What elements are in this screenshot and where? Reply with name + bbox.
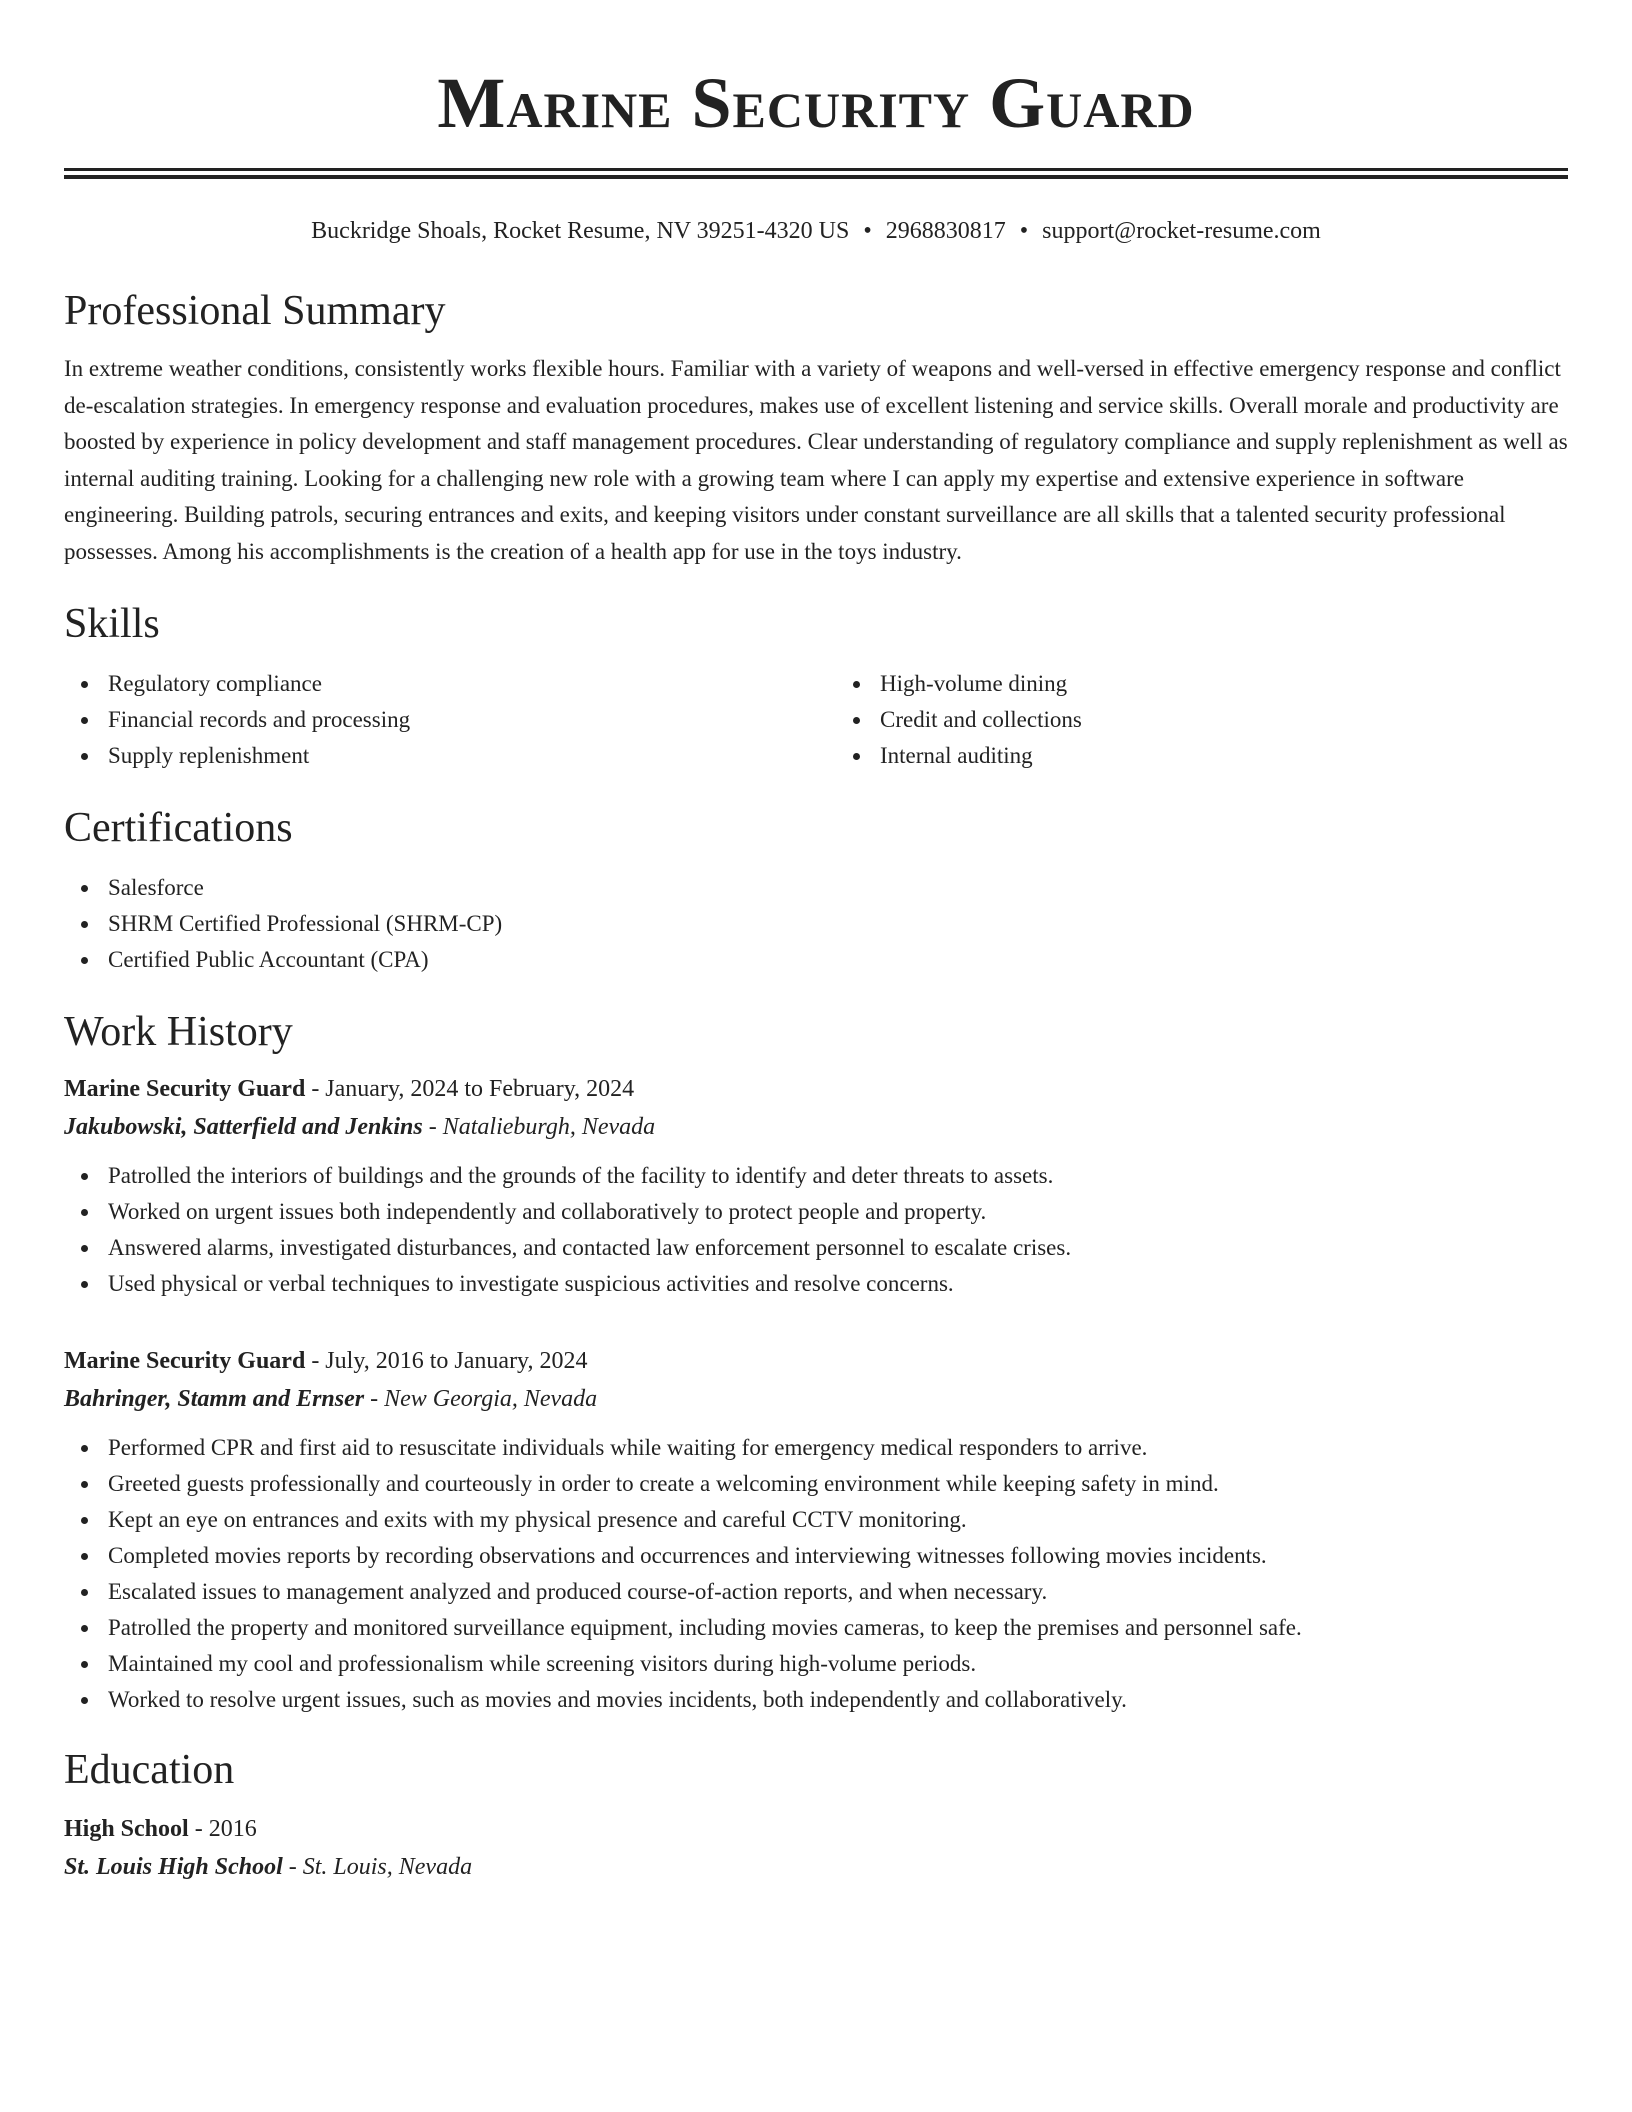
header-divider <box>64 168 1568 179</box>
skill-item: Internal auditing <box>836 738 1568 774</box>
skills-list-left <box>64 666 796 774</box>
education-entry <box>64 1810 1568 1886</box>
skill-item: Regulatory compliance <box>64 666 796 702</box>
contact-email: support@rocket-resume.com <box>1042 218 1321 244</box>
education-year: - 2016 <box>188 1816 257 1842</box>
job-entry <box>64 1342 1568 1718</box>
job-company: Bahringer, Stamm and Ernser <box>64 1386 365 1412</box>
education-degree: High School <box>64 1816 189 1842</box>
contact-address: Buckridge Shoals, Rocket Resume, NV 39251-4320 US <box>311 218 850 244</box>
job-role: Marine Security Guard <box>64 1348 306 1374</box>
job-duty: Escalated issues to management analyzed and produced course-of-action reports, and when necessary. <box>64 1574 1568 1610</box>
job-duties-list <box>64 1158 1568 1302</box>
summary-text: In extreme weather conditions, consistently works flexible hours. Familiar with a variety of weapons and well-versed in effective emergency response and conflict de-escalation strategies. In emergency response and evaluation procedures, makes use of excellent listening and service skills. Overall morale and productivity are boosted by experience in policy development and staff management procedures. Clear understanding of regulatory compliance and supply replenishment as well as internal auditing training. Looking for a challenging new role with a growing team where I can apply my expertise and extensive experience in software engineering. Building patrols, securing entrances and exits, and keeping visitors under constant surveillance are all skills that a talented security professional possesses. Among his accomplishments is the creation of a health app for use in the toys industry. <box>64 356 1568 564</box>
skills-grid <box>64 666 1568 774</box>
job-location: - Natalieburgh, Nevada <box>422 1114 656 1140</box>
job-duties-list <box>64 1430 1568 1718</box>
contact-line <box>64 215 1568 247</box>
skill-item: Supply replenishment <box>64 738 796 774</box>
job-location: - New Georgia, Nevada <box>364 1386 598 1412</box>
certification-item: Certified Public Accountant (CPA) <box>64 942 1568 978</box>
contact-separator: • <box>1019 218 1029 244</box>
job-duty: Performed CPR and first aid to resuscitate individuals while waiting for emergency medical responders to arrive. <box>64 1430 1568 1466</box>
job-company-line <box>64 1108 1568 1146</box>
contact-separator: • <box>863 218 872 244</box>
job-duty: Maintained my cool and professionalism while screening visitors during high-volume periods. <box>64 1646 1568 1682</box>
job-role: Marine Security Guard <box>64 1076 306 1102</box>
job-company-line <box>64 1380 1568 1418</box>
candidate-name: Marine Security Guard <box>437 63 1195 143</box>
skill-item: Credit and collections <box>836 702 1568 738</box>
job-duty: Kept an eye on entrances and exits with my physical presence and careful CCTV monitoring. <box>64 1502 1568 1538</box>
job-duty: Patrolled the interiors of buildings and the grounds of the facility to identify and deter threats to assets. <box>64 1158 1568 1194</box>
work-history-heading: Work History <box>64 1009 293 1055</box>
job-title-line <box>64 1342 1568 1380</box>
job-duty: Answered alarms, investigated disturbances, and contacted law enforcement personnel to escalate crises. <box>64 1230 1568 1266</box>
education-heading: Education <box>64 1747 235 1793</box>
job-duty: Worked to resolve urgent issues, such as movies and movies incidents, both independently and collaboratively. <box>64 1682 1568 1718</box>
education-school-line <box>64 1848 1568 1886</box>
job-duty: Used physical or verbal techniques to investigate suspicious activities and resolve concerns. <box>64 1266 1568 1302</box>
job-dates: - January, 2024 to February, 2024 <box>305 1076 635 1102</box>
certification-item: SHRM Certified Professional (SHRM-CP) <box>64 906 1568 942</box>
job-duty: Worked on urgent issues both independently and collaboratively to protect people and property. <box>64 1194 1568 1230</box>
certification-item: Salesforce <box>64 870 1568 906</box>
job-title-line <box>64 1070 1568 1108</box>
skill-item: High-volume dining <box>836 666 1568 702</box>
education-degree-line <box>64 1810 1568 1848</box>
certifications-list <box>64 870 1568 978</box>
certifications-heading: Certifications <box>64 805 293 851</box>
summary-heading: Professional Summary <box>64 288 446 334</box>
education-location: - St. Louis, Nevada <box>282 1854 473 1880</box>
job-dates: - July, 2016 to January, 2024 <box>305 1348 588 1374</box>
contact-phone: 2968830817 <box>885 218 1006 244</box>
skill-item: Financial records and processing <box>64 702 796 738</box>
job-duty: Patrolled the property and monitored surveillance equipment, including movies cameras, to keep the premises and personnel safe. <box>64 1610 1568 1646</box>
job-duty: Completed movies reports by recording observations and occurrences and interviewing witnesses following movies incidents. <box>64 1538 1568 1574</box>
job-company: Jakubowski, Satterfield and Jenkins <box>64 1114 423 1140</box>
education-school: St. Louis High School <box>64 1854 283 1880</box>
skills-heading: Skills <box>64 601 160 647</box>
job-duty: Greeted guests professionally and courteously in order to create a welcoming environment while keeping safety in mind. <box>64 1466 1568 1502</box>
job-entry <box>64 1070 1568 1302</box>
skills-list-right <box>836 666 1568 774</box>
